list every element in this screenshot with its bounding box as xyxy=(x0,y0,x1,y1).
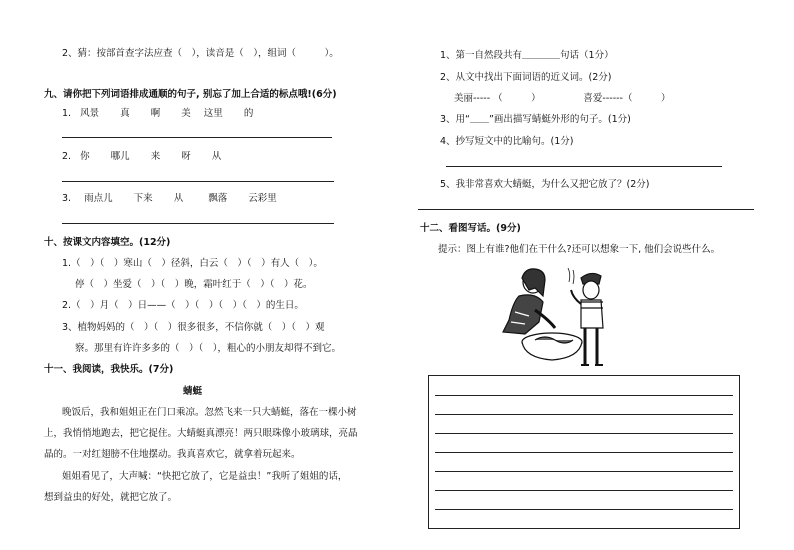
sec10-line-3: 2.（ ）月（ ）日——（ ）（ ）（ ）（ ）的生日。 xyxy=(62,300,304,311)
writing-line[interactable] xyxy=(435,395,733,396)
reading-q2-synonyms: 美丽----- （ ） 喜爱------（ ） xyxy=(454,93,671,104)
writing-line[interactable] xyxy=(435,471,733,472)
sec9-item-2: 2. 你 哪儿 来 呀 从 xyxy=(62,151,222,162)
writing-line[interactable] xyxy=(435,433,733,434)
q2-dictionary-line: 2、猜：按部首查字法应查（ ），读音是（ ），组词（ ）。 xyxy=(62,48,339,59)
answer-line-2[interactable] xyxy=(62,181,334,182)
answer-line-3[interactable] xyxy=(62,223,334,224)
q5-answer-line[interactable] xyxy=(418,209,754,210)
writing-line[interactable] xyxy=(435,452,733,453)
section-10-title: 十、按课文内容填空。(12分) xyxy=(44,237,171,248)
writing-line[interactable] xyxy=(435,414,733,415)
writing-line[interactable] xyxy=(435,509,733,510)
reading-q3: 3、用“＿＿”画出描写蜻蜓外形的句子。(1分) xyxy=(440,114,631,125)
writing-line[interactable] xyxy=(435,490,733,491)
sec10-line-4: 3、植物妈妈的（ ）（ ）很多很多，不信你就（ ）（ ）观 xyxy=(62,322,325,333)
reading-q1: 1、第一自然段共有＿＿＿＿句话（1分） xyxy=(440,50,614,61)
section-9-title: 九、请你把下列词语排成通顺的句子, 别忘了加上合适的标点哦!(6分) xyxy=(44,89,337,100)
q4-answer-line[interactable] xyxy=(446,166,722,167)
sec10-line-2: 停（ ）坐爱（ ）（ ）晚，霜叶红于（ ）（ ）花。 xyxy=(75,279,313,290)
story-paragraph: 晶的。一对红翅膀不住地摆动。我真喜欢它，就拿着玩起来。 xyxy=(44,449,301,460)
sec10-line-5: 察。那里有许许多多的（ ）（ ），粗心的小朋友却得不到它。 xyxy=(75,343,342,354)
section-11-title: 十一、我阅读，我快乐。(7分) xyxy=(44,364,174,375)
story-paragraph: 上，我悄悄地跑去，把它捉住。大蜻蜓真漂亮！两只眼珠像小玻璃球，亮晶 xyxy=(44,428,358,439)
reading-q5: 5、我非常喜欢大蜻蜓，为什么又把它放了？(2分) xyxy=(440,179,650,190)
reading-q4: 4、抄写短文中的比喻句。(1分) xyxy=(440,136,574,147)
sec10-line-1: 1.（ ）（ ）寒山（ ）径斜，白云（ ）（ ）有人（ ）。 xyxy=(62,258,323,269)
story-title: 蜻蜓 xyxy=(183,386,203,397)
children-illustration xyxy=(495,262,625,370)
reading-q2: 2、从文中找出下面词语的近义词。(2分) xyxy=(440,72,612,83)
sec9-item-3: 3. 雨点儿 下来 从 飘落 云彩里 xyxy=(62,193,277,204)
story-paragraph: 想到益虫的好处，就把它放了。 xyxy=(44,492,178,503)
story-paragraph: 姐姐看见了，大声喊：“快把它放了，它是益虫！”我听了姐姐的话， xyxy=(62,471,348,482)
sec9-item-1: 1. 风景 真 啊 美 这里 的 xyxy=(62,108,254,119)
answer-line-1[interactable] xyxy=(62,137,332,138)
writing-box[interactable] xyxy=(428,375,740,529)
section-12-title: 十二、看图写话。(9分) xyxy=(420,223,521,234)
section-12-hint: 提示：图上有谁?他们在干什么?还可以想象一下, 他们会说些什么。 xyxy=(438,244,721,255)
story-paragraph: 晚饭后，我和姐姐正在门口乘凉。忽然飞来一只大蜻蜓，落在一棵小树 xyxy=(62,407,357,418)
